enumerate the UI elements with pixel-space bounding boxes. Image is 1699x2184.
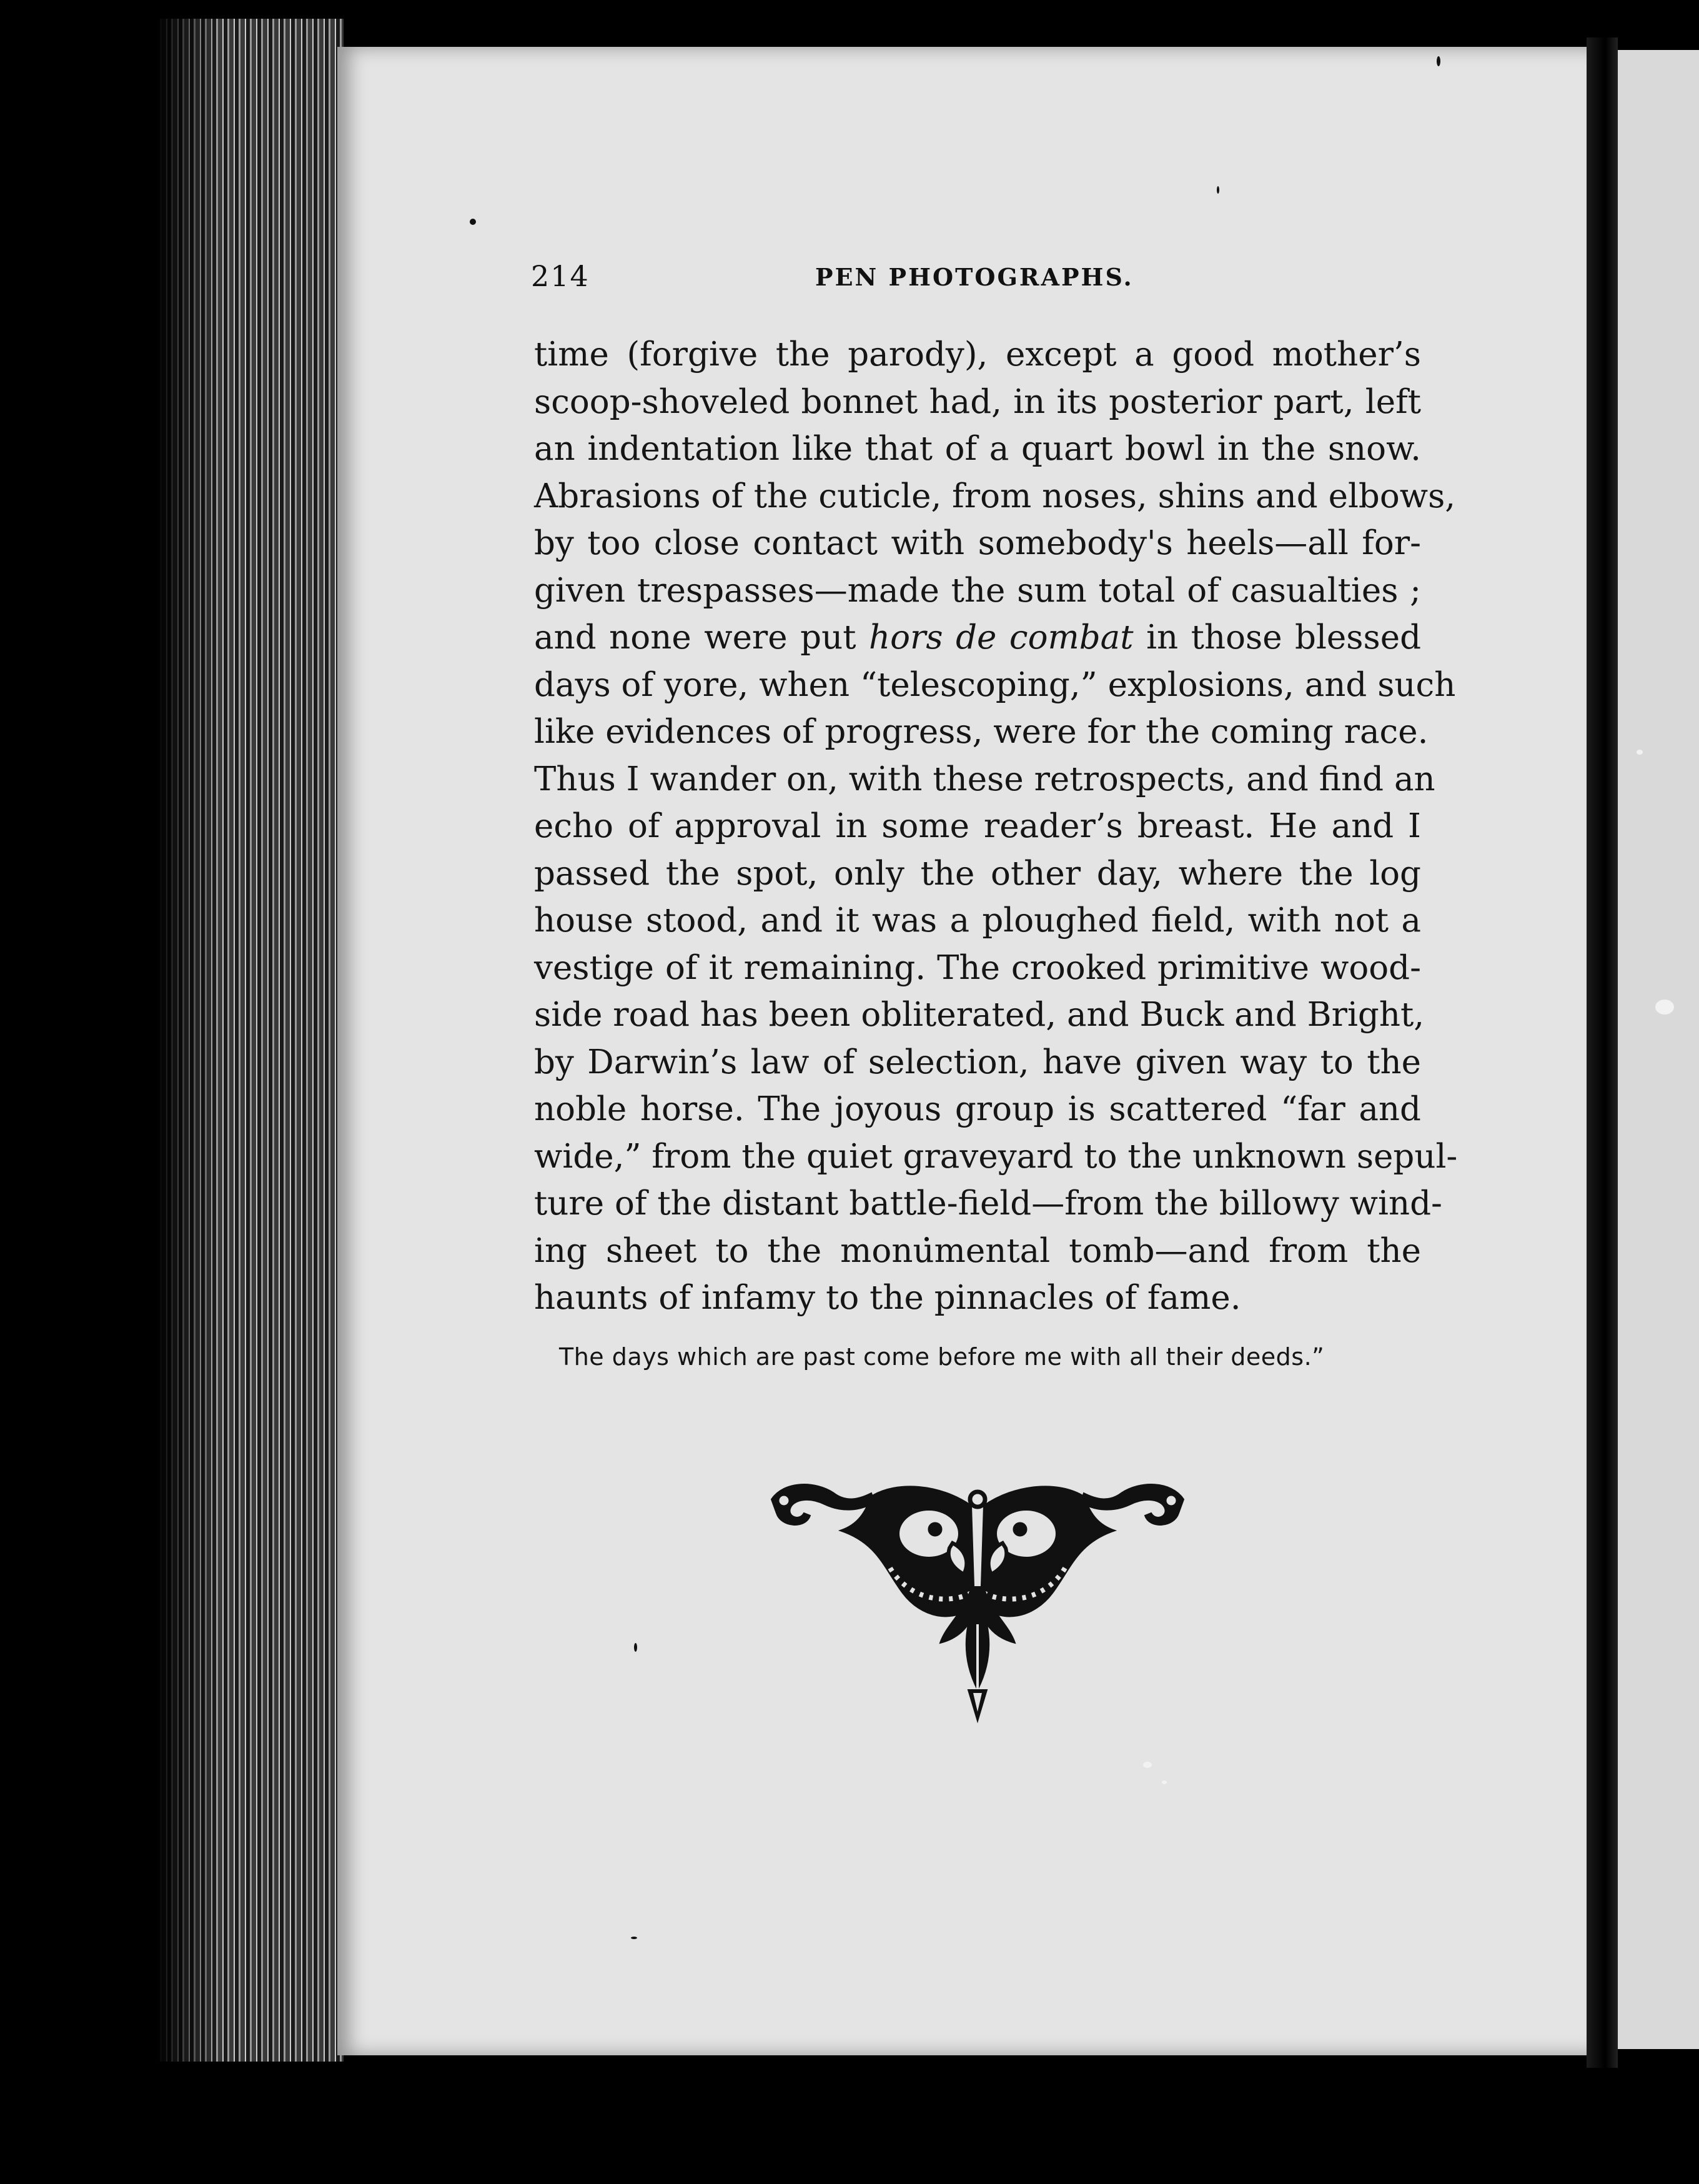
text-line: ture of the distant battle-field—from the billowy wind- <box>534 1184 1442 1223</box>
text-line <box>534 614 1421 662</box>
running-head: PEN PHOTOGRAPHS. <box>815 263 1134 291</box>
text-line: side road has been obliterated, and Buck and Bright, <box>534 996 1425 1034</box>
text-line: echo of approval in some reader’s breast. He and I <box>534 807 1421 845</box>
italic-phrase: hors de combat <box>869 618 1134 657</box>
page-number: 214 <box>531 259 590 293</box>
dust-speck <box>1655 1000 1674 1015</box>
text-line: wide,” from the quiet graveyard to the unknown sepul- <box>534 1137 1458 1176</box>
page-header <box>531 259 1399 303</box>
text-line: days of yore, when “telescoping,” explosions, and such <box>534 665 1456 704</box>
dust-speck <box>634 1643 637 1652</box>
dust-speck <box>631 1937 637 1939</box>
text-line: scoop-shoveled bonnet had, in its posterior part, left <box>534 382 1421 421</box>
text-line: house stood, and it was a ploughed field, with not a <box>534 901 1421 940</box>
text-line: given trespasses—made the sum total of casualties ; <box>534 571 1421 610</box>
text-line: noble horse. The joyous group is scattered “far and <box>534 1090 1421 1128</box>
book-gutter <box>1587 37 1618 2068</box>
dust-speck <box>1162 1780 1167 1784</box>
text-line: like evidences of progress, were for the coming race. <box>534 713 1429 751</box>
text-line: ing sheet to the monumental tomb—and from the <box>534 1231 1421 1270</box>
dust-speck <box>1637 750 1643 755</box>
text-line: Abrasions of the cuticle, from noses, shins and elbows, <box>534 477 1456 515</box>
text-line: by Darwin’s law of selection, have given way to the <box>534 1043 1421 1081</box>
text-line: passed the spot, only the other day, where the log <box>534 854 1421 893</box>
facing-page-sliver <box>1618 50 1699 2049</box>
body-text <box>534 331 1458 1322</box>
dust-speck <box>1143 1762 1152 1768</box>
text-run: and none were put <box>534 618 869 657</box>
text-line: haunts of infamy to the pinnacles of fame. <box>534 1279 1241 1317</box>
floral-tailpiece-ornament-icon <box>765 1474 1190 1724</box>
dust-speck <box>1437 56 1440 66</box>
text-line: by too close contact with somebody's heels—all for- <box>534 524 1421 562</box>
closing-quote: The days which are past come before me with all their deeds.” <box>559 1343 1325 1371</box>
text-line: an indentation like that of a quart bowl in the snow. <box>534 430 1421 468</box>
text-line: time (forgive the parody), except a good mother’s <box>534 335 1421 374</box>
text-line: vestige of it remaining. The crooked primitive wood- <box>534 948 1421 987</box>
page-edges-shadow <box>156 19 212 2062</box>
text-line: Thus I wander on, with these retrospects, and find an <box>534 760 1435 798</box>
dust-speck <box>470 219 476 225</box>
dust-speck <box>1217 186 1219 194</box>
text-run: in those blessed <box>1133 618 1421 657</box>
